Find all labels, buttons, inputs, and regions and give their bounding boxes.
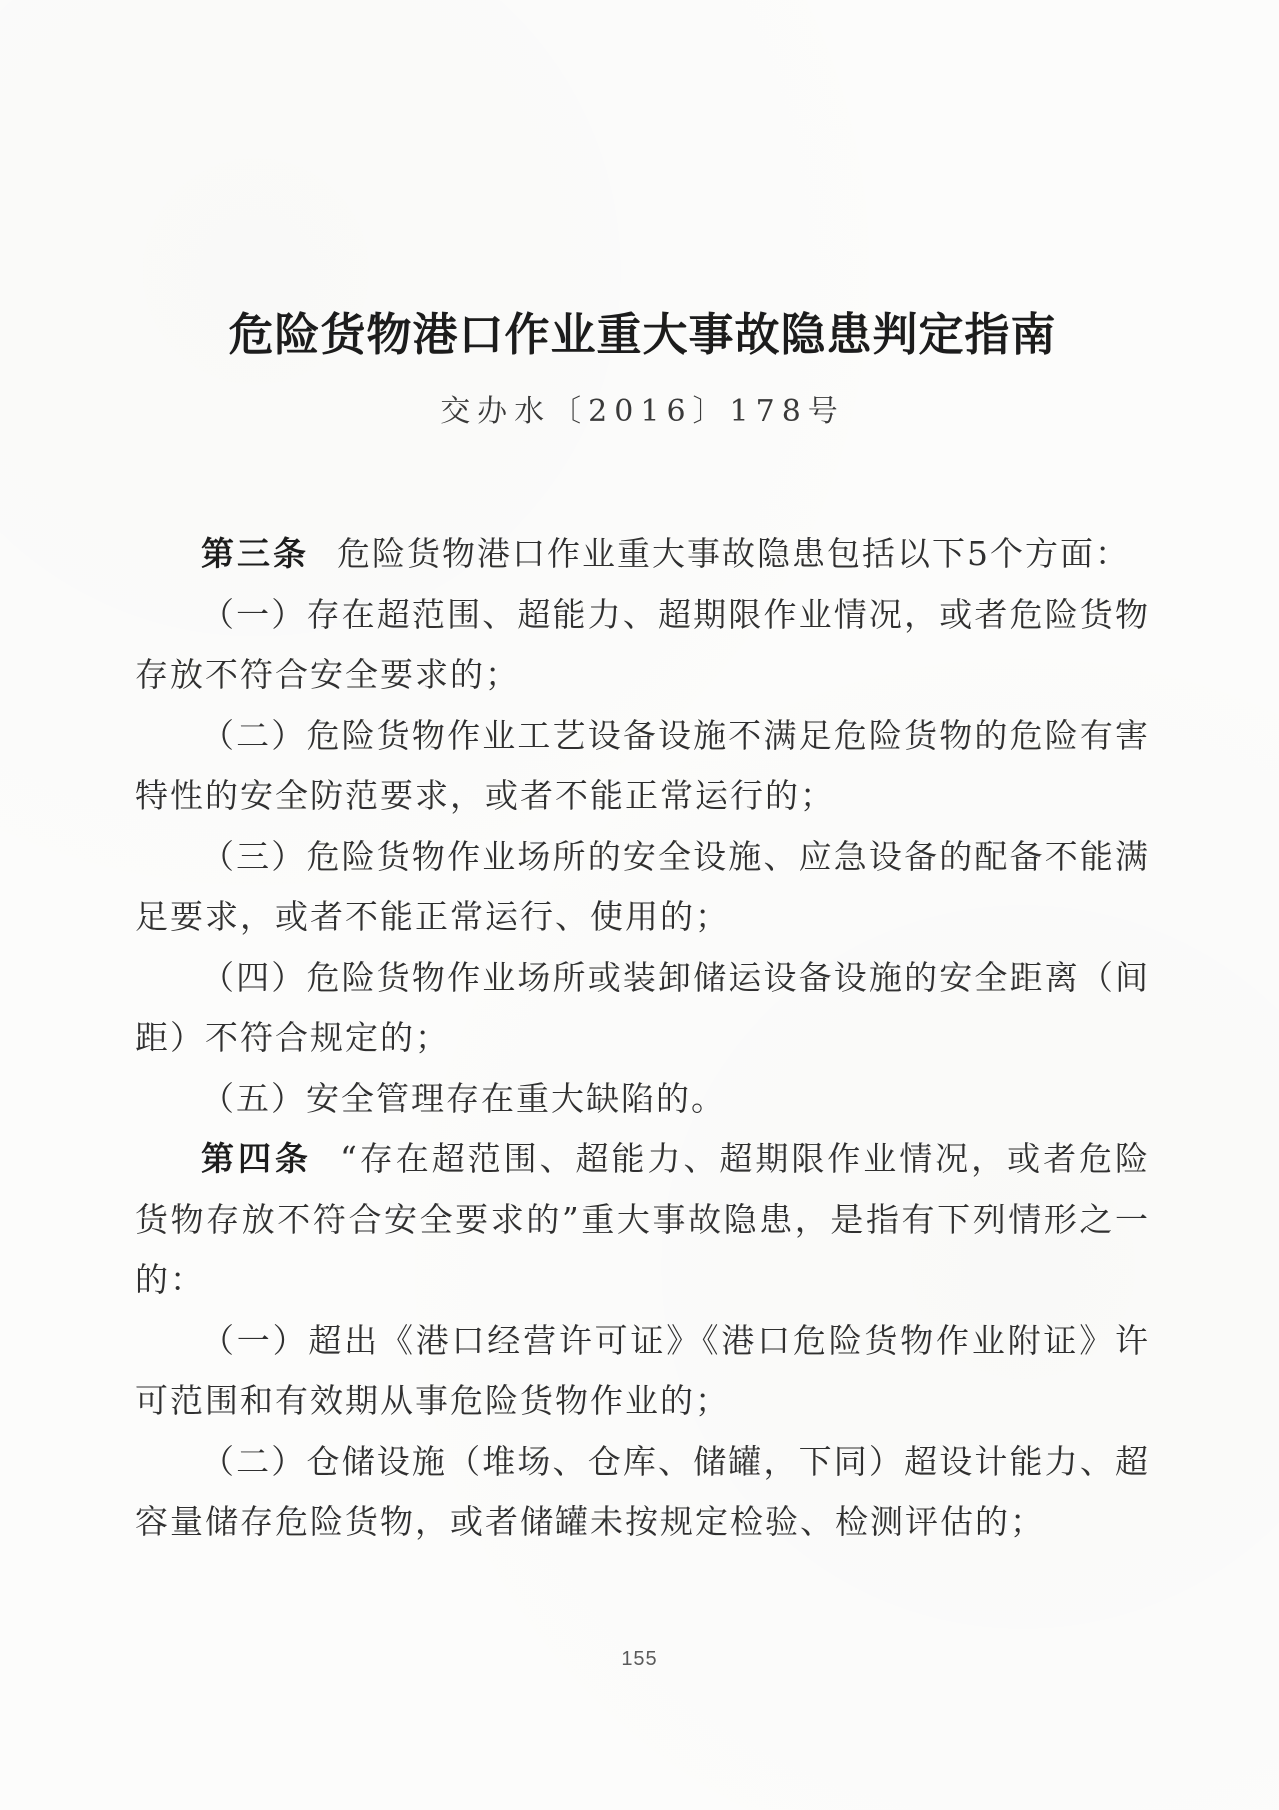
paragraph-text: （三）危险货物作业场所的安全设施、应急设备的配备不能满足要求，或者不能正常运行、使用的；	[135, 836, 1150, 936]
document-title: 危险货物港口作业重大事故隐患判定指南	[228, 309, 1057, 360]
page-number: 155	[621, 1648, 658, 1670]
paragraph-item-7	[135, 1432, 1150, 1553]
paragraph-item-1	[135, 585, 1150, 706]
paragraph-text: （二）仓储设施（堆场、仓库、储罐，下同）超设计能力、超容量储存危险货物，或者储罐未按规定检验、检测评估的；	[135, 1441, 1150, 1541]
article-3-label: 第三条	[201, 535, 309, 572]
paragraph-item-6	[135, 1311, 1150, 1432]
paragraph-text: （四）危险货物作业场所或装卸储运设备设施的安全距离（间距）不符合规定的；	[135, 957, 1150, 1057]
paragraph-article-3	[135, 524, 1150, 585]
paragraph-item-4	[135, 948, 1150, 1069]
document-body	[135, 524, 1150, 1553]
paragraph-item-2	[135, 706, 1150, 827]
document-number: 交办水〔2016〕178号	[440, 394, 845, 429]
paragraph-text: （二）危险货物作业工艺设备设施不满足危险货物的危险有害特性的安全防范要求，或者不能正常运行的；	[135, 715, 1150, 815]
paragraph-item-5	[135, 1069, 1150, 1130]
paragraph-item-3	[135, 827, 1150, 948]
paragraph-text: 危险货物港口作业重大事故隐患包括以下5个方面：	[337, 534, 1131, 573]
paragraph-text: （一）存在超范围、超能力、超期限作业情况，或者危险货物存放不符合安全要求的；	[135, 594, 1150, 694]
paragraph-text: “存在超范围、超能力、超期限作业情况，或者危险货物存放不符合安全要求的”重大事故隐患，是指有下列情形之一的：	[135, 1139, 1150, 1299]
paragraph-article-4	[135, 1129, 1150, 1311]
article-4-label: 第四条	[201, 1140, 312, 1177]
paragraph-text: （五）安全管理存在重大缺陷的。	[201, 1078, 726, 1118]
paragraph-text: （一）超出《港口经营许可证》《港口危险货物作业附证》许可范围和有效期从事危险货物作业的；	[135, 1320, 1150, 1420]
